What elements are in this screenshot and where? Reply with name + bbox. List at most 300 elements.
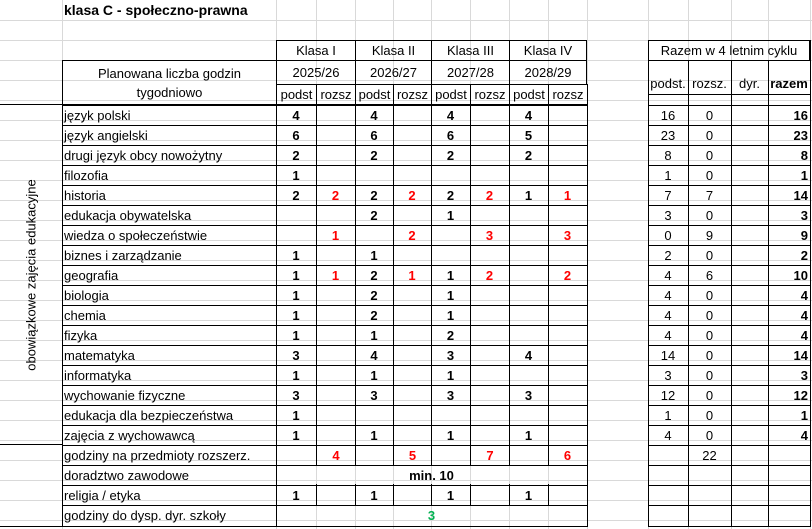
hours-rozsz-cell[interactable] — [316, 125, 355, 145]
summary-rozsz-cell[interactable]: 0 — [705, 167, 714, 183]
hours-podst-cell[interactable]: 2 — [292, 187, 300, 203]
summary-rozsz-cell[interactable]: 0 — [705, 107, 714, 123]
summary-dyr-cell[interactable] — [731, 205, 768, 225]
border-line — [316, 444, 317, 465]
hours-podst-cell[interactable]: 4 — [446, 107, 455, 123]
hours-rozsz-cell[interactable] — [470, 285, 509, 305]
summary-razem-cell[interactable]: 16 — [793, 107, 808, 123]
hours-podst-cell[interactable]: 4 — [370, 107, 378, 123]
summary-podst-cell[interactable]: 4 — [664, 427, 672, 443]
class-4-header[interactable]: Klasa IV — [509, 40, 587, 61]
summary-col-razem[interactable]: razem — [770, 75, 808, 91]
summary-razem-cell[interactable]: 2 — [800, 247, 808, 263]
hours-podst-cell[interactable]: 1 — [292, 367, 300, 383]
hours-rozsz-cell[interactable] — [316, 325, 355, 345]
hours-rozsz-cell[interactable]: 2 — [485, 187, 494, 203]
hours-podst-cell[interactable]: 1 — [370, 327, 378, 343]
summary-razem-cell[interactable]: 4 — [800, 287, 808, 303]
hours-podst-cell[interactable]: 2 — [370, 267, 378, 283]
border-line — [648, 145, 810, 146]
summary-podst-cell[interactable]: 4 — [664, 327, 672, 343]
class-2-header[interactable]: Klasa II — [355, 40, 432, 61]
summary-razem-cell[interactable]: 14 — [793, 187, 808, 203]
summary-dyr-cell[interactable] — [731, 165, 768, 185]
hours-podst-cell[interactable]: 4 — [292, 107, 300, 123]
hours-rozsz-cell[interactable] — [470, 425, 509, 445]
summary-dyr-cell[interactable] — [731, 305, 768, 325]
hours-rozsz-cell[interactable] — [470, 145, 509, 165]
summary-dyr-cell[interactable] — [731, 125, 768, 145]
hours-rozsz-cell[interactable]: 3 — [563, 227, 572, 243]
hours-podst-cell[interactable] — [509, 245, 548, 265]
hours-podst-cell[interactable] — [509, 225, 548, 245]
hours-rozsz-cell[interactable] — [393, 165, 431, 185]
hours-podst-cell[interactable] — [509, 205, 548, 225]
summary-rozsz-cell[interactable]: 0 — [705, 427, 714, 443]
hours-podst-cell[interactable] — [355, 225, 393, 245]
hours-podst-cell[interactable] — [355, 405, 393, 425]
rozszerz-class-1[interactable]: 4 — [332, 447, 340, 463]
border-line — [431, 444, 432, 465]
hours-rozsz-cell[interactable] — [548, 365, 587, 385]
subject-name[interactable]: informatyka — [64, 367, 132, 383]
hours-rozsz-cell[interactable] — [393, 365, 431, 385]
hours-rozsz-cell[interactable] — [393, 145, 431, 165]
rozszerz-class-4[interactable]: 6 — [563, 447, 572, 463]
hours-podst-cell[interactable] — [509, 165, 548, 185]
summary-razem-cell[interactable]: 10 — [793, 267, 808, 283]
hours-podst-cell[interactable]: 1 — [446, 307, 455, 323]
subject-name[interactable]: matematyka — [64, 347, 135, 363]
class-2-year[interactable]: 2026/27 — [355, 60, 432, 85]
hours-podst-cell[interactable] — [509, 405, 548, 425]
rozszerz-total[interactable]: 22 — [702, 447, 717, 463]
summary-dyr-cell[interactable] — [731, 245, 768, 265]
hours-podst-cell[interactable]: 3 — [446, 387, 455, 403]
hours-podst-cell[interactable]: 3 — [446, 347, 455, 363]
hours-rozsz-cell[interactable] — [470, 345, 509, 365]
hours-rozsz-cell[interactable] — [316, 305, 355, 325]
summary-dyr-cell[interactable] — [731, 105, 768, 125]
border-line — [648, 485, 810, 486]
hours-rozsz-cell[interactable] — [316, 165, 355, 185]
summary-dyr-cell[interactable] — [731, 325, 768, 345]
summary-rozsz-cell[interactable]: 0 — [705, 307, 714, 323]
summary-rozsz-cell[interactable]: 0 — [705, 127, 714, 143]
hours-rozsz-cell[interactable] — [393, 285, 431, 305]
border-line — [355, 104, 356, 444]
hours-podst-cell[interactable]: 2 — [292, 147, 300, 163]
hours-rozsz-cell[interactable]: 3 — [485, 227, 494, 243]
hours-podst-cell[interactable] — [431, 245, 470, 265]
summary-razem-cell[interactable]: 3 — [800, 207, 808, 223]
hours-rozsz-cell[interactable] — [393, 325, 431, 345]
summary-dyr-cell[interactable] — [731, 425, 768, 445]
hours-rozsz-cell[interactable] — [470, 165, 509, 185]
border-line — [648, 225, 810, 226]
subheader-podst[interactable]: podst — [509, 84, 549, 105]
summary-podst-cell[interactable]: 1 — [664, 167, 672, 183]
hours-rozsz-cell[interactable] — [316, 105, 355, 125]
hours-podst-cell[interactable]: 4 — [370, 347, 378, 363]
summary-razem-cell[interactable]: 12 — [793, 387, 808, 403]
religia-class-3[interactable]: 1 — [446, 487, 455, 503]
hours-podst-cell[interactable]: 6 — [370, 127, 378, 143]
hours-rozsz-cell[interactable] — [393, 345, 431, 365]
summary-razem-cell[interactable]: 9 — [800, 227, 808, 243]
subheader-podst[interactable]: podst — [355, 84, 394, 105]
subject-name[interactable]: biologia — [64, 287, 109, 303]
class-3-year[interactable]: 2027/28 — [431, 60, 510, 85]
hours-podst-cell[interactable] — [509, 365, 548, 385]
hours-podst-cell[interactable]: 1 — [292, 267, 300, 283]
summary-rozsz-cell[interactable]: 9 — [705, 227, 714, 243]
hours-rozsz-cell[interactable] — [548, 405, 587, 425]
summary-rozsz-cell[interactable]: 0 — [705, 327, 714, 343]
hours-podst-cell[interactable]: 6 — [446, 127, 455, 143]
doradztwo-label[interactable]: doradztwo zawodowe — [64, 467, 190, 483]
hours-podst-cell[interactable]: 3 — [292, 387, 300, 403]
summary-dyr-cell[interactable] — [731, 345, 768, 365]
border-line — [62, 505, 587, 506]
hours-rozsz-cell[interactable] — [470, 365, 509, 385]
hours-rozsz-cell[interactable]: 1 — [331, 227, 340, 243]
hours-rozsz-cell[interactable] — [470, 405, 509, 425]
hours-podst-cell[interactable]: 2 — [524, 147, 533, 163]
summary-col-rozsz[interactable]: rozsz. — [692, 75, 727, 91]
summary-rozsz-cell[interactable]: 0 — [705, 287, 714, 303]
summary-razem-cell[interactable]: 4 — [800, 327, 808, 343]
summary-podst-cell[interactable]: 1 — [664, 407, 672, 423]
hours-rozsz-cell[interactable] — [393, 405, 431, 425]
subject-name[interactable]: historia — [64, 187, 106, 203]
summary-podst-cell[interactable]: 14 — [660, 347, 676, 363]
border-line — [648, 425, 810, 426]
border-line — [355, 484, 356, 505]
rozszerz-class-3[interactable]: 7 — [486, 447, 494, 463]
hours-podst-cell[interactable]: 2 — [446, 187, 455, 203]
hours-rozsz-cell[interactable] — [316, 405, 355, 425]
border-line — [470, 484, 471, 505]
subject-name[interactable]: chemia — [64, 307, 106, 323]
border-line — [648, 185, 810, 186]
hours-rozsz-cell[interactable] — [548, 145, 587, 165]
hours-podst-cell[interactable] — [509, 305, 548, 325]
summary-razem-cell[interactable]: 3 — [800, 367, 808, 383]
summary-dyr-cell[interactable] — [731, 365, 768, 385]
summary-podst-cell[interactable]: 23 — [660, 127, 676, 143]
summary-podst-cell[interactable]: 0 — [664, 227, 672, 243]
hours-rozsz-cell[interactable]: 1 — [408, 267, 416, 283]
summary-rozsz-cell[interactable]: 0 — [705, 207, 714, 223]
hours-podst-cell[interactable]: 1 — [370, 367, 378, 383]
hours-rozsz-cell[interactable] — [548, 165, 587, 185]
religia-class-1[interactable]: 1 — [292, 487, 300, 503]
hours-rozsz-cell[interactable] — [393, 305, 431, 325]
summary-podst-cell[interactable]: 8 — [664, 147, 672, 163]
hours-rozsz-cell[interactable] — [393, 385, 431, 405]
summary-rozsz-cell[interactable]: 0 — [705, 387, 714, 403]
subject-name[interactable]: drugi język obcy nowożytny — [64, 147, 223, 163]
border-line — [648, 465, 810, 466]
subject-name[interactable]: edukacja dla bezpieczeństwa — [64, 407, 234, 423]
border-line — [648, 165, 810, 166]
hours-podst-cell[interactable] — [509, 285, 548, 305]
border-line — [276, 104, 277, 444]
hours-podst-cell[interactable]: 1 — [292, 287, 300, 303]
summary-dyr-cell[interactable] — [731, 225, 768, 245]
hours-podst-cell[interactable]: 2 — [370, 307, 378, 323]
hours-rozsz-cell[interactable]: 2 — [485, 267, 494, 283]
summary-dyr-cell[interactable] — [731, 185, 768, 205]
hours-podst-cell[interactable]: 1 — [524, 187, 533, 203]
hours-podst-cell[interactable] — [276, 225, 316, 245]
hours-podst-cell[interactable]: 1 — [446, 267, 455, 283]
subject-name[interactable]: wychowanie fizyczne — [64, 387, 186, 403]
hours-podst-cell[interactable] — [431, 165, 470, 185]
border-line — [509, 104, 510, 444]
hours-rozsz-cell[interactable] — [393, 425, 431, 445]
hours-rozsz-cell[interactable] — [316, 365, 355, 385]
subheader-podst[interactable]: podst — [431, 84, 471, 105]
border-line — [431, 484, 432, 505]
border-line — [648, 285, 810, 286]
subject-name[interactable]: geografia — [64, 267, 119, 283]
hours-rozsz-cell[interactable] — [316, 145, 355, 165]
rozszerz-class-2[interactable]: 5 — [408, 447, 417, 463]
hours-rozsz-cell[interactable] — [548, 205, 587, 225]
hours-podst-cell[interactable]: 1 — [370, 427, 378, 443]
hours-rozsz-cell[interactable] — [470, 325, 509, 345]
subject-name[interactable]: fizyka — [64, 327, 98, 343]
hours-podst-cell[interactable]: 1 — [446, 287, 455, 303]
doradztwo-value[interactable]: min. 10 — [409, 467, 454, 483]
subject-name[interactable]: wiedza o społeczeństwie — [64, 227, 208, 243]
side-label-cell[interactable] — [0, 105, 62, 445]
rozszerz-label[interactable]: godziny na przedmioty rozszerz. — [64, 447, 251, 463]
border-line — [393, 444, 394, 465]
summary-dyr-cell[interactable] — [731, 385, 768, 405]
summary-rozsz-cell[interactable]: 0 — [705, 247, 714, 263]
hours-podst-cell[interactable]: 2 — [370, 207, 378, 223]
planned-hours-line2: tygodniowo — [136, 84, 203, 100]
hours-podst-cell[interactable]: 5 — [524, 127, 533, 143]
hours-podst-cell[interactable]: 4 — [524, 107, 533, 123]
border-line — [431, 104, 432, 444]
hours-rozsz-cell[interactable] — [316, 245, 355, 265]
subject-name[interactable]: język angielski — [64, 127, 148, 143]
subject-name[interactable]: język polski — [64, 107, 131, 123]
summary-dyr-cell[interactable] — [731, 265, 768, 285]
hours-rozsz-cell[interactable] — [548, 245, 587, 265]
border-line — [648, 405, 810, 406]
hours-podst-cell[interactable] — [431, 405, 470, 425]
hours-rozsz-cell[interactable] — [393, 205, 431, 225]
summary-razem-cell[interactable]: 4 — [800, 427, 808, 443]
hours-rozsz-cell[interactable] — [316, 205, 355, 225]
class-1-year[interactable]: 2025/26 — [276, 60, 356, 85]
hours-podst-cell[interactable]: 2 — [370, 187, 378, 203]
hours-rozsz-cell[interactable]: 1 — [331, 267, 340, 283]
border-line — [470, 444, 471, 465]
subheader-rozsz[interactable]: rozsz — [393, 84, 432, 105]
summary-razem-cell[interactable]: 8 — [800, 147, 808, 163]
class-4-year[interactable]: 2028/29 — [509, 60, 587, 85]
hours-rozsz-cell[interactable] — [548, 305, 587, 325]
hours-rozsz-cell[interactable] — [548, 285, 587, 305]
summary-podst-cell[interactable]: 3 — [664, 207, 672, 223]
hours-rozsz-cell[interactable] — [548, 125, 587, 145]
hours-podst-cell[interactable]: 1 — [292, 327, 300, 343]
religia-label[interactable]: religia / etyka — [64, 487, 141, 503]
hours-podst-cell[interactable]: 4 — [524, 347, 533, 363]
subheader-rozsz[interactable]: rozsz — [316, 84, 356, 105]
summary-razem-cell[interactable]: 1 — [800, 407, 808, 423]
summary-rozsz-cell[interactable]: 0 — [705, 147, 714, 163]
hours-podst-cell[interactable]: 6 — [292, 127, 300, 143]
summary-rozsz-cell[interactable]: 0 — [705, 367, 714, 383]
class-1-header[interactable]: Klasa I — [276, 40, 356, 61]
border-line — [648, 505, 810, 506]
hours-podst-cell[interactable]: 1 — [292, 307, 300, 323]
hours-podst-cell[interactable] — [509, 325, 548, 345]
hours-rozsz-cell[interactable] — [470, 125, 509, 145]
summary-razem-cell[interactable]: 23 — [793, 127, 808, 143]
summary-podst-cell[interactable]: 7 — [664, 187, 672, 203]
summary-col-podst[interactable]: podst. — [650, 75, 686, 91]
border-line — [62, 104, 63, 444]
border-line — [316, 104, 317, 444]
summary-podst-cell[interactable]: 16 — [660, 107, 676, 123]
hours-podst-cell[interactable]: 1 — [370, 247, 378, 263]
hours-rozsz-cell[interactable] — [316, 345, 355, 365]
hours-rozsz-cell[interactable] — [548, 385, 587, 405]
dyr-label[interactable]: godziny do dysp. dyr. szkoły — [64, 508, 226, 523]
hours-rozsz-cell[interactable] — [393, 125, 431, 145]
hours-podst-cell[interactable]: 3 — [292, 347, 300, 363]
subheader-rozsz[interactable]: rozsz — [548, 84, 588, 105]
hours-podst-cell[interactable]: 2 — [446, 147, 455, 163]
hours-podst-cell[interactable]: 1 — [292, 407, 300, 423]
border-line — [62, 465, 587, 466]
hours-rozsz-cell[interactable]: 2 — [408, 187, 416, 203]
hours-podst-cell[interactable] — [355, 165, 393, 185]
summary-rozsz-cell[interactable]: 7 — [705, 187, 714, 203]
summary-podst-cell[interactable]: 3 — [664, 367, 672, 383]
summary-header[interactable]: Razem w 4 letnim cyklu — [648, 40, 810, 61]
hours-podst-cell[interactable] — [431, 225, 470, 245]
hours-rozsz-cell[interactable] — [548, 325, 587, 345]
hours-rozsz-cell[interactable]: 2 — [408, 227, 416, 243]
summary-podst-cell[interactable]: 4 — [664, 307, 672, 323]
subheader-podst[interactable]: podst — [276, 84, 317, 105]
summary-podst-cell[interactable]: 4 — [664, 267, 672, 283]
hours-rozsz-cell[interactable]: 2 — [563, 267, 572, 283]
hours-rozsz-cell[interactable] — [316, 285, 355, 305]
hours-podst-cell[interactable]: 1 — [524, 427, 533, 443]
class-3-header[interactable]: Klasa III — [431, 40, 510, 61]
summary-razem-cell[interactable]: 14 — [793, 347, 808, 363]
hours-rozsz-cell[interactable] — [548, 345, 587, 365]
hours-podst-cell[interactable]: 3 — [370, 387, 378, 403]
hours-rozsz-cell[interactable] — [470, 245, 509, 265]
hours-podst-cell[interactable]: 2 — [370, 287, 378, 303]
summary-razem-cell[interactable]: 4 — [800, 307, 808, 323]
hours-podst-cell[interactable]: 3 — [524, 387, 533, 403]
border-line — [648, 305, 810, 306]
hours-podst-cell[interactable]: 2 — [370, 147, 378, 163]
hours-rozsz-cell[interactable] — [548, 425, 587, 445]
hours-podst-cell[interactable]: 1 — [292, 247, 300, 263]
summary-rozsz-cell[interactable]: 0 — [705, 347, 714, 363]
hours-podst-cell[interactable]: 1 — [446, 427, 455, 443]
hours-rozsz-cell[interactable] — [316, 425, 355, 445]
border-line — [548, 444, 549, 465]
hours-rozsz-cell[interactable] — [470, 385, 509, 405]
border-line — [731, 60, 732, 527]
border-line — [587, 104, 588, 444]
subject-name[interactable]: filozofia — [64, 167, 109, 183]
summary-dyr-cell[interactable] — [731, 285, 768, 305]
planned-hours-header[interactable] — [62, 60, 277, 105]
border-line — [648, 125, 810, 126]
border-line — [62, 526, 587, 527]
hours-podst-cell[interactable] — [509, 265, 548, 285]
border-line — [0, 444, 62, 445]
dyr-value[interactable]: 3 — [427, 508, 436, 523]
summary-dyr-cell[interactable] — [731, 145, 768, 165]
subject-name[interactable]: biznes i zarządzanie — [64, 247, 182, 263]
border-line — [548, 484, 549, 505]
religia-class-4[interactable]: 1 — [524, 487, 533, 503]
hours-rozsz-cell[interactable] — [470, 105, 509, 125]
hours-rozsz-cell[interactable] — [316, 385, 355, 405]
hours-rozsz-cell[interactable] — [548, 105, 587, 125]
hours-podst-cell[interactable]: 1 — [446, 367, 455, 383]
hours-rozsz-cell[interactable] — [393, 245, 431, 265]
summary-podst-cell[interactable]: 2 — [664, 247, 672, 263]
summary-col-dyr[interactable]: dyr. — [739, 75, 760, 91]
summary-dyr-cell[interactable] — [731, 405, 768, 425]
subject-name[interactable]: zajęcia z wychowawcą — [64, 427, 195, 443]
border-line — [648, 245, 810, 246]
border-line — [470, 104, 471, 444]
border-line — [688, 60, 689, 527]
hours-podst-cell[interactable]: 1 — [292, 167, 300, 183]
hours-rozsz-cell[interactable]: 2 — [331, 187, 340, 203]
hours-podst-cell[interactable]: 2 — [446, 327, 455, 343]
summary-rozsz-cell[interactable]: 6 — [705, 267, 714, 283]
hours-rozsz-cell[interactable] — [470, 205, 509, 225]
summary-razem-cell[interactable]: 1 — [800, 167, 808, 183]
religia-class-2[interactable]: 1 — [370, 487, 378, 503]
summary-rozsz-cell[interactable]: 0 — [705, 407, 714, 423]
sheet-title[interactable]: klasa C - społeczno-prawna — [64, 2, 248, 18]
summary-podst-cell[interactable]: 12 — [660, 387, 676, 403]
hours-rozsz-cell[interactable]: 1 — [563, 187, 572, 203]
planned-hours-line1: Planowana liczba godzin — [97, 65, 242, 81]
hours-rozsz-cell[interactable] — [470, 305, 509, 325]
subheader-rozsz[interactable]: rozsz — [470, 84, 510, 105]
summary-podst-cell[interactable]: 4 — [664, 287, 672, 303]
hours-podst-cell[interactable] — [276, 205, 316, 225]
subject-name[interactable]: edukacja obywatelska — [64, 207, 192, 223]
hours-rozsz-cell[interactable] — [393, 105, 431, 125]
border-line — [648, 526, 810, 527]
hours-podst-cell[interactable]: 1 — [292, 427, 300, 443]
hours-podst-cell[interactable]: 1 — [446, 207, 455, 223]
border-line — [316, 484, 317, 505]
